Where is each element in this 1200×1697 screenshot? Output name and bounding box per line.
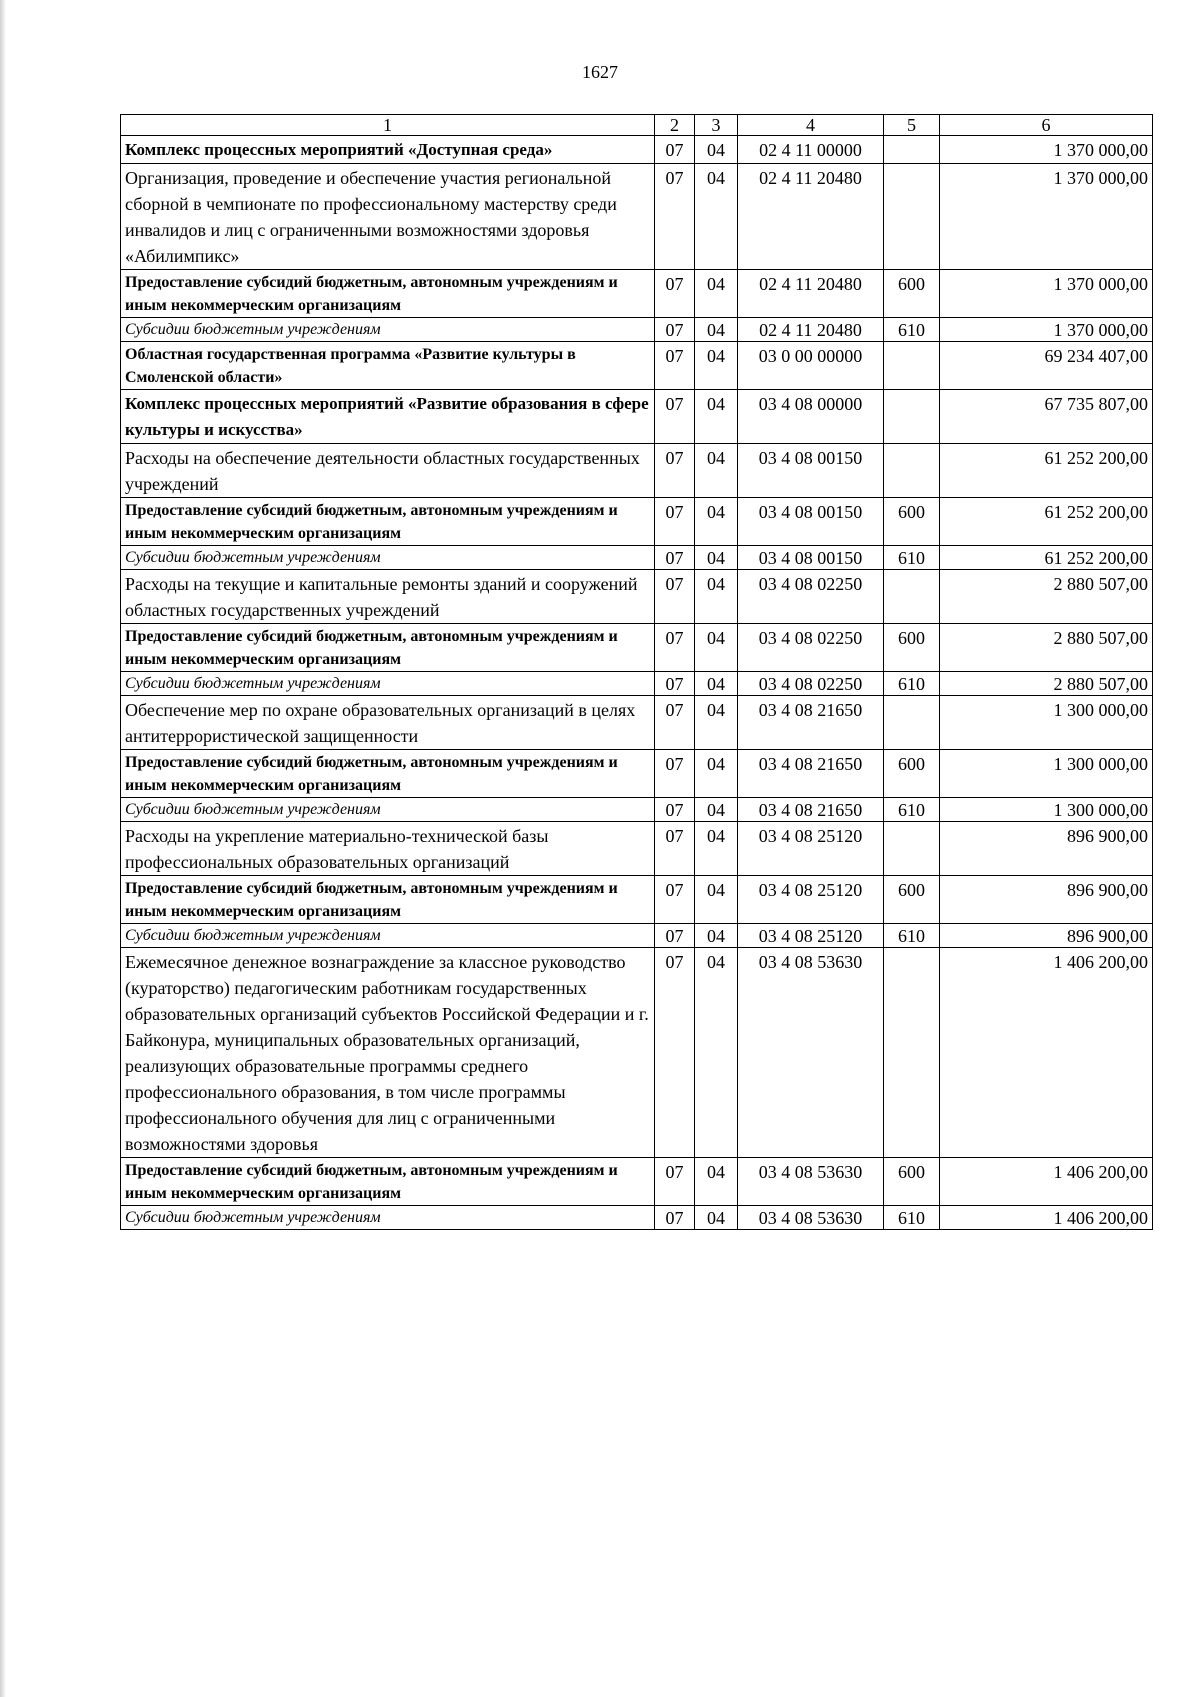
- row-target-code-cell: 03 4 08 25120: [738, 822, 884, 876]
- row-amount-cell: 1 406 200,00: [940, 948, 1153, 1158]
- header-col-4: 4: [738, 115, 884, 136]
- row-target-code-cell: 03 4 08 53630: [738, 948, 884, 1158]
- row-section-cell: 07: [655, 822, 695, 876]
- table-row: [121, 444, 1153, 498]
- row-name-cell: Предоставление субсидий бюджетным, автономным учреждениям и иным некоммерческим организациям: [121, 1158, 655, 1206]
- row-expense-type-cell: [884, 696, 940, 750]
- row-subsection-cell: 04: [695, 1158, 738, 1206]
- row-name-cell: Субсидии бюджетным учреждениям: [121, 924, 655, 948]
- table-row: [121, 1158, 1153, 1206]
- table-row: [121, 696, 1153, 750]
- row-amount-cell: 61 252 200,00: [940, 444, 1153, 498]
- table-row: [121, 876, 1153, 924]
- row-name-cell: Субсидии бюджетным учреждениям: [121, 546, 655, 570]
- row-subsection-cell: 04: [695, 164, 738, 270]
- row-target-code-cell: 03 4 08 00150: [738, 546, 884, 570]
- table-row: [121, 924, 1153, 948]
- row-target-code-cell: 03 4 08 02250: [738, 672, 884, 696]
- row-amount-cell: 1 300 000,00: [940, 798, 1153, 822]
- row-section-cell: 07: [655, 546, 695, 570]
- row-name-cell: Расходы на обеспечение деятельности областных государственных учреждений: [121, 444, 655, 498]
- row-subsection-cell: 04: [695, 444, 738, 498]
- row-target-code-cell: 02 4 11 20480: [738, 164, 884, 270]
- row-amount-cell: 1 370 000,00: [940, 136, 1153, 164]
- row-expense-type-cell: [884, 164, 940, 270]
- row-expense-type-cell: 610: [884, 1206, 940, 1230]
- row-target-code-cell: 03 0 00 00000: [738, 342, 884, 390]
- row-subsection-cell: 04: [695, 672, 738, 696]
- table-row: [121, 136, 1153, 164]
- row-expense-type-cell: 600: [884, 498, 940, 546]
- row-section-cell: 07: [655, 750, 695, 798]
- row-amount-cell: 1 300 000,00: [940, 750, 1153, 798]
- row-subsection-cell: 04: [695, 822, 738, 876]
- row-amount-cell: 1 370 000,00: [940, 164, 1153, 270]
- row-subsection-cell: 04: [695, 318, 738, 342]
- table-row: [121, 948, 1153, 1158]
- header-col-6: 6: [940, 115, 1153, 136]
- row-target-code-cell: 03 4 08 00150: [738, 498, 884, 546]
- table-row: [121, 822, 1153, 876]
- row-expense-type-cell: 600: [884, 270, 940, 318]
- row-expense-type-cell: [884, 570, 940, 624]
- row-amount-cell: 2 880 507,00: [940, 672, 1153, 696]
- row-amount-cell: 1 370 000,00: [940, 318, 1153, 342]
- row-name-cell: Расходы на укрепление материально-технической базы профессиональных образовательных организаций: [121, 822, 655, 876]
- row-section-cell: 07: [655, 672, 695, 696]
- table-row: [121, 672, 1153, 696]
- row-section-cell: 07: [655, 624, 695, 672]
- scan-edge: [0, 0, 6, 1697]
- row-section-cell: 07: [655, 270, 695, 318]
- row-expense-type-cell: 600: [884, 750, 940, 798]
- table-row: [121, 798, 1153, 822]
- row-name-cell: Комплекс процессных мероприятий «Развитие образования в сфере культуры и искусства»: [121, 390, 655, 444]
- row-name-cell: Обеспечение мер по охране образовательных организаций в целях антитеррористической защищенности: [121, 696, 655, 750]
- row-section-cell: 07: [655, 948, 695, 1158]
- row-section-cell: 07: [655, 444, 695, 498]
- row-subsection-cell: 04: [695, 948, 738, 1158]
- row-expense-type-cell: 610: [884, 546, 940, 570]
- row-amount-cell: 61 252 200,00: [940, 498, 1153, 546]
- table-row: [121, 750, 1153, 798]
- row-name-cell: Предоставление субсидий бюджетным, автономным учреждениям и иным некоммерческим организациям: [121, 498, 655, 546]
- row-expense-type-cell: 610: [884, 318, 940, 342]
- row-target-code-cell: 03 4 08 02250: [738, 624, 884, 672]
- row-section-cell: 07: [655, 164, 695, 270]
- row-amount-cell: 2 880 507,00: [940, 624, 1153, 672]
- row-section-cell: 07: [655, 570, 695, 624]
- row-name-cell: Субсидии бюджетным учреждениям: [121, 798, 655, 822]
- row-target-code-cell: 03 4 08 21650: [738, 696, 884, 750]
- row-name-cell: Предоставление субсидий бюджетным, автономным учреждениям и иным некоммерческим организациям: [121, 750, 655, 798]
- row-target-code-cell: 02 4 11 20480: [738, 270, 884, 318]
- row-amount-cell: 1 300 000,00: [940, 696, 1153, 750]
- row-target-code-cell: 02 4 11 00000: [738, 136, 884, 164]
- budget-table-body: [121, 115, 1153, 1230]
- row-target-code-cell: 03 4 08 00000: [738, 390, 884, 444]
- row-target-code-cell: 03 4 08 25120: [738, 876, 884, 924]
- row-name-cell: Областная государственная программа «Развитие культуры в Смоленской области»: [121, 342, 655, 390]
- row-expense-type-cell: [884, 948, 940, 1158]
- row-name-cell: Субсидии бюджетным учреждениям: [121, 318, 655, 342]
- table-row: [121, 318, 1153, 342]
- row-subsection-cell: 04: [695, 924, 738, 948]
- row-subsection-cell: 04: [695, 342, 738, 390]
- header-col-2: 2: [655, 115, 695, 136]
- row-expense-type-cell: 600: [884, 876, 940, 924]
- row-amount-cell: 1 406 200,00: [940, 1206, 1153, 1230]
- row-expense-type-cell: [884, 136, 940, 164]
- row-expense-type-cell: 610: [884, 924, 940, 948]
- row-section-cell: 07: [655, 498, 695, 546]
- row-expense-type-cell: 600: [884, 1158, 940, 1206]
- table-row: [121, 342, 1153, 390]
- row-target-code-cell: 03 4 08 21650: [738, 750, 884, 798]
- row-name-cell: Предоставление субсидий бюджетным, автономным учреждениям и иным некоммерческим организациям: [121, 270, 655, 318]
- row-amount-cell: 896 900,00: [940, 924, 1153, 948]
- row-subsection-cell: 04: [695, 798, 738, 822]
- row-subsection-cell: 04: [695, 270, 738, 318]
- header-col-5: 5: [884, 115, 940, 136]
- page-number: 1627: [582, 62, 618, 82]
- table-row: [121, 270, 1153, 318]
- row-subsection-cell: 04: [695, 498, 738, 546]
- row-name-cell: Предоставление субсидий бюджетным, автономным учреждениям и иным некоммерческим организациям: [121, 624, 655, 672]
- row-name-cell: Предоставление субсидий бюджетным, автономным учреждениям и иным некоммерческим организациям: [121, 876, 655, 924]
- row-target-code-cell: 03 4 08 53630: [738, 1158, 884, 1206]
- table-header-row: [121, 115, 1153, 136]
- row-section-cell: 07: [655, 318, 695, 342]
- row-expense-type-cell: 600: [884, 624, 940, 672]
- row-subsection-cell: 04: [695, 876, 738, 924]
- row-expense-type-cell: [884, 822, 940, 876]
- row-expense-type-cell: [884, 444, 940, 498]
- header-col-3: 3: [695, 115, 738, 136]
- row-name-cell: Комплекс процессных мероприятий «Доступная среда»: [121, 136, 655, 164]
- table-row: [121, 570, 1153, 624]
- row-section-cell: 07: [655, 1206, 695, 1230]
- row-expense-type-cell: 610: [884, 798, 940, 822]
- row-target-code-cell: 03 4 08 21650: [738, 798, 884, 822]
- row-subsection-cell: 04: [695, 750, 738, 798]
- row-expense-type-cell: [884, 390, 940, 444]
- row-amount-cell: 896 900,00: [940, 822, 1153, 876]
- row-name-cell: Субсидии бюджетным учреждениям: [121, 1206, 655, 1230]
- row-name-cell: Расходы на текущие и капитальные ремонты зданий и сооружений областных государственных учреждений: [121, 570, 655, 624]
- row-subsection-cell: 04: [695, 624, 738, 672]
- row-subsection-cell: 04: [695, 696, 738, 750]
- row-target-code-cell: 03 4 08 02250: [738, 570, 884, 624]
- row-name-cell: Субсидии бюджетным учреждениям: [121, 672, 655, 696]
- row-amount-cell: 2 880 507,00: [940, 570, 1153, 624]
- table-row: [121, 624, 1153, 672]
- row-amount-cell: 61 252 200,00: [940, 546, 1153, 570]
- row-expense-type-cell: [884, 342, 940, 390]
- row-amount-cell: 1 370 000,00: [940, 270, 1153, 318]
- row-amount-cell: 1 406 200,00: [940, 1158, 1153, 1206]
- row-subsection-cell: 04: [695, 1206, 738, 1230]
- row-amount-cell: 896 900,00: [940, 876, 1153, 924]
- row-section-cell: 07: [655, 342, 695, 390]
- budget-table: [120, 114, 1153, 1230]
- row-target-code-cell: 02 4 11 20480: [738, 318, 884, 342]
- row-section-cell: 07: [655, 136, 695, 164]
- row-subsection-cell: 04: [695, 136, 738, 164]
- row-target-code-cell: 03 4 08 53630: [738, 1206, 884, 1230]
- row-section-cell: 07: [655, 696, 695, 750]
- row-target-code-cell: 03 4 08 00150: [738, 444, 884, 498]
- row-section-cell: 07: [655, 924, 695, 948]
- row-subsection-cell: 04: [695, 390, 738, 444]
- table-row: [121, 164, 1153, 270]
- row-section-cell: 07: [655, 1158, 695, 1206]
- row-name-cell: Ежемесячное денежное вознаграждение за классное руководство (кураторство) педагогическим работникам государственных образовательных организаций субъектов Российской Федерации и г. Байконура, муниципальных образовательных организаций, реализующих образовательные программы среднего профессионального образования, в том числе программы профессионального обучения для лиц с ограниченными возможностями здоровья: [121, 948, 655, 1158]
- table-row: [121, 390, 1153, 444]
- header-col-1: 1: [121, 115, 655, 136]
- row-section-cell: 07: [655, 390, 695, 444]
- table-row: [121, 546, 1153, 570]
- row-amount-cell: 67 735 807,00: [940, 390, 1153, 444]
- row-subsection-cell: 04: [695, 570, 738, 624]
- row-section-cell: 07: [655, 798, 695, 822]
- row-section-cell: 07: [655, 876, 695, 924]
- row-target-code-cell: 03 4 08 25120: [738, 924, 884, 948]
- table-row: [121, 1206, 1153, 1230]
- row-expense-type-cell: 610: [884, 672, 940, 696]
- row-amount-cell: 69 234 407,00: [940, 342, 1153, 390]
- table-row: [121, 498, 1153, 546]
- row-name-cell: Организация, проведение и обеспечение участия региональной сборной в чемпионате по профессиональному мастерству среди инвалидов и лиц с ограниченными возможностями здоровья «Абилимпикс»: [121, 164, 655, 270]
- row-subsection-cell: 04: [695, 546, 738, 570]
